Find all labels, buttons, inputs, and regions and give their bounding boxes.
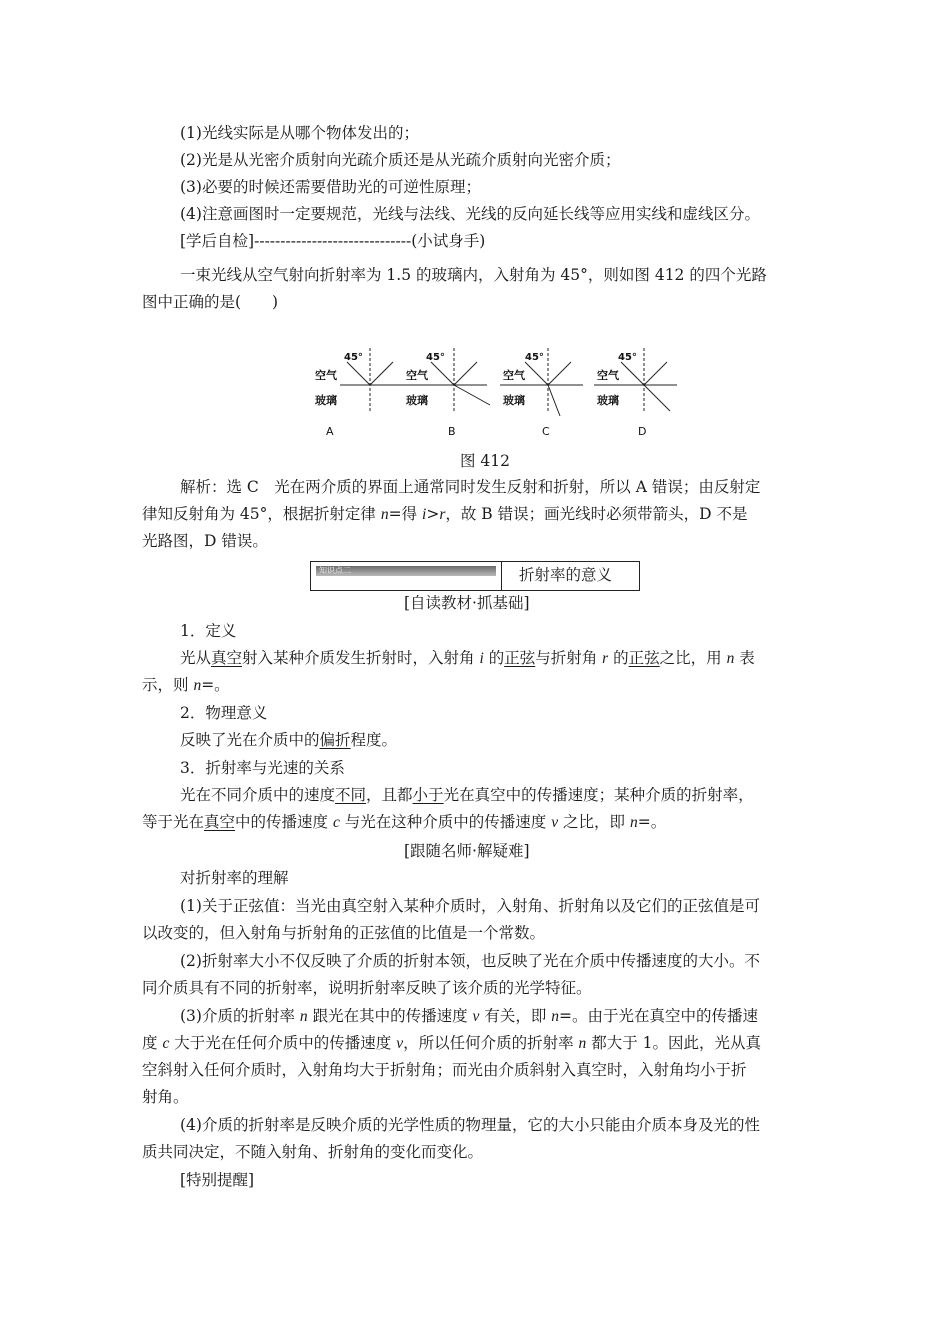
angle-label-a: 45° <box>344 352 363 363</box>
understanding-p3-line-3: 空斜射入任何介质时，入射角均大于折射角；而光由介质斜射入真空时，入射角均小于折 <box>142 1061 747 1079</box>
glass-label-b: 玻璃 <box>406 394 428 407</box>
understanding-p4-line-1: (4)介质的折射率是反映介质的光学性质的物理量，它的大小只能由介质本身及光的性 <box>180 1116 760 1134</box>
panel-d <box>594 348 677 438</box>
understanding-p3-line-2: 度 c 大于光在任何介质中的传播速度 v，所以任何介质的折射率 n 都大于 1。因此，光从真 <box>142 1034 761 1052</box>
figure-caption: 图 412 <box>460 452 511 470</box>
question-line-1: 一束光线从空气射向折射率为 1.5 的玻璃内，入射角为 45°，则如图 412 的四个光路 <box>180 266 767 284</box>
analysis-line-2: 律知反射角为 45°，根据折射定律 n=得 i>r，故 B 错误；画光线时必须带箭头，D 不是 <box>142 505 748 523</box>
speed-relation-line-2: 等于光在真空中的传播速度 c 与光在这种介质中的传播速度 v 之比，即 n=。 <box>142 813 667 831</box>
list-item-3: (3)必要的时候还需要借助光的可逆性原理； <box>180 178 481 196</box>
physical-meaning-line: 反映了光在介质中的偏折程度。 <box>180 731 398 749</box>
panel-label-b: B <box>448 425 456 438</box>
panel-a <box>315 348 405 438</box>
knowledge-point-title: 折射率的意义 <box>519 566 613 584</box>
list-item-4: (4)注意画图时一定要规范，光线与法线、光线的反向延长线等应用实线和虚线区分。 <box>180 205 760 223</box>
physical-meaning-heading: 2．物理意义 <box>180 704 268 722</box>
understanding-p1-line-2: 以改变的，但入射角与折射角的正弦值的比值是一个常数。 <box>142 924 546 942</box>
air-label-a: 空气 <box>315 369 337 382</box>
understanding-p2-line-2: 同介质具有不同的折射率，说明折射率反映了该介质的光学特征。 <box>142 979 592 997</box>
understanding-p3-line-1: (3)介质的折射率 n 跟光在其中的传播速度 v 有关，即 n=。由于光在真空中的传播速 <box>180 1007 758 1025</box>
definition-heading: 1．定义 <box>180 622 237 640</box>
knowledge-point-tag: 知识点二 <box>316 566 496 576</box>
glass-label-a: 玻璃 <box>315 394 337 407</box>
knowledge-point-tag-cell <box>311 562 502 590</box>
analysis-line-1: 解析：选 C 光在两介质的界面上通常同时发生反射和折射，所以 A 错误；由反射定 <box>180 478 761 496</box>
self-check-header: [学后自检]------------------------------(小试身手) <box>180 232 486 250</box>
angle-label-b: 45° <box>426 352 445 363</box>
air-label-d: 空气 <box>597 369 619 382</box>
angle-label-c: 45° <box>525 352 544 363</box>
special-note: [特别提醒] <box>180 1171 255 1189</box>
understanding-heading: 对折射率的理解 <box>180 869 289 887</box>
teacher-header: [跟随名师·解疑难] <box>404 842 530 860</box>
panel-label-a: A <box>326 425 334 438</box>
glass-label-d: 玻璃 <box>597 394 619 407</box>
question-line-2: 图中正确的是( ) <box>142 293 279 311</box>
analysis-line-3: 光路图，D 错误。 <box>142 532 268 550</box>
air-label-b: 空气 <box>406 369 428 382</box>
list-item-1: (1)光线实际是从哪个物体发出的； <box>180 124 419 142</box>
self-study-header: [自读教材·抓基础] <box>404 594 530 612</box>
air-label-c: 空气 <box>503 369 525 382</box>
definition-line-1: 光从真空射入某种介质发生折射时，入射角 i 的正弦与折射角 r 的正弦之比，用 n 表 <box>180 649 755 667</box>
panel-b <box>404 348 490 438</box>
speed-relation-heading: 3．折射率与光速的关系 <box>180 759 345 777</box>
understanding-p2-line-1: (2)折射率大小不仅反映了介质的折射本领，也反映了光在介质中传播速度的大小。不 <box>180 952 760 970</box>
panel-label-c: C <box>542 425 550 438</box>
glass-label-c: 玻璃 <box>503 394 525 407</box>
definition-line-2: 示，则 n=。 <box>142 676 230 694</box>
list-item-2: (2)光是从光密介质射向光疏介质还是从光疏介质射向光密介质； <box>180 151 621 169</box>
understanding-p3-line-4: 射角。 <box>142 1088 189 1106</box>
refraction-diagram <box>300 348 690 448</box>
panel-c <box>500 348 583 438</box>
knowledge-point-box <box>310 561 640 591</box>
understanding-p1-line-1: (1)关于正弦值：当光由真空射入某种介质时，入射角、折射角以及它们的正弦值是可 <box>180 897 760 915</box>
panel-label-d: D <box>638 425 647 438</box>
speed-relation-line-1: 光在不同介质中的速度不同，且都小于光在真空中的传播速度；某种介质的折射率， <box>180 786 754 804</box>
angle-label-d: 45° <box>618 352 637 363</box>
understanding-p4-line-2: 质共同决定，不随入射角、折射角的变化而变化。 <box>142 1143 484 1161</box>
